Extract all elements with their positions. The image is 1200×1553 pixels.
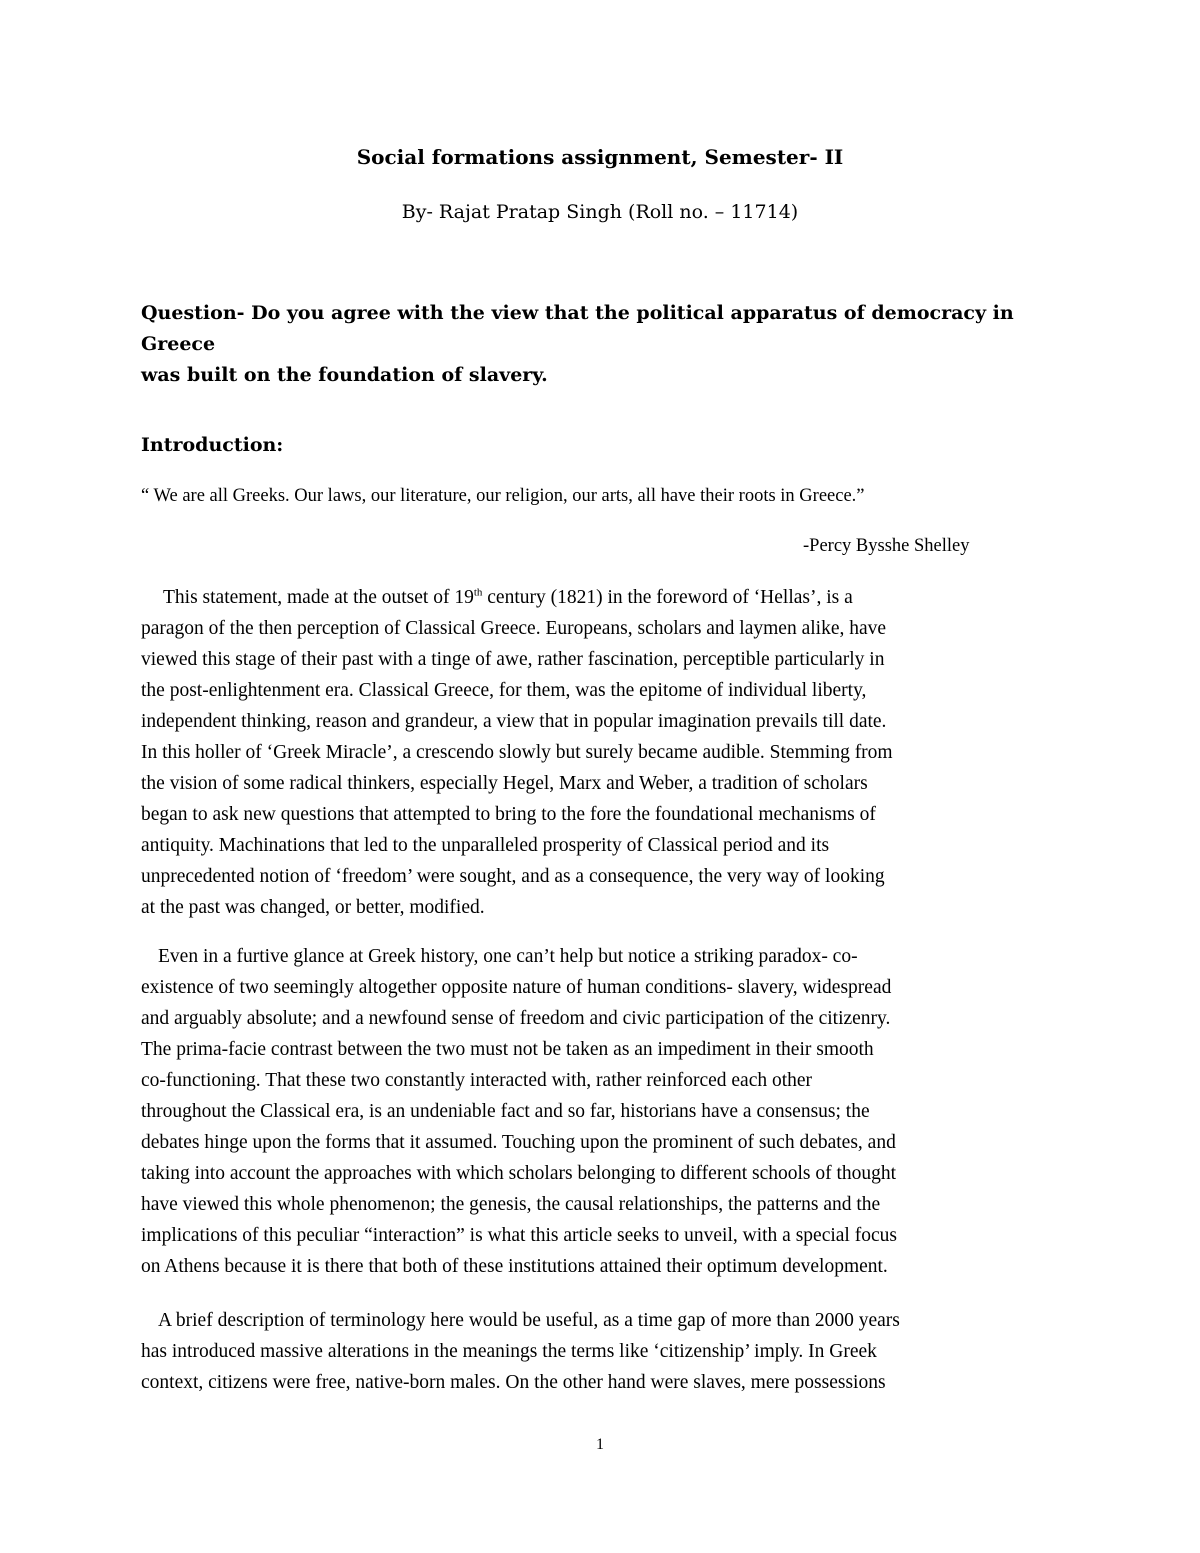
paragraph-text: This statement, made at the outset of 19 <box>163 587 474 608</box>
question-line: Question- Do you agree with the view that the political apparatus of democracy in Greece <box>141 302 1014 355</box>
paragraph-line: A brief description of terminology here would be useful, as a time gap of more than 2000 years <box>158 1310 900 1331</box>
paragraph-line: independent thinking, reason and grandeur, a view that in popular imagination prevails till date. <box>141 711 887 732</box>
paragraph-line: implications of this peculiar “interaction” is what this article seeks to unveil, with a special focus <box>141 1225 897 1246</box>
epigraph-attribution: -Percy Bysshe Shelley <box>803 536 970 556</box>
paragraph-line: debates hinge upon the forms that it assumed. Touching upon the prominent of such debates, and <box>141 1132 896 1153</box>
paragraph-line: viewed this stage of their past with a tinge of awe, rather fascination, perceptible particularly in <box>141 649 885 670</box>
paragraph-line: began to ask new questions that attempted to bring to the fore the foundational mechanisms of <box>141 804 876 825</box>
paragraph-line: unprecedented notion of ‘freedom’ were sought, and as a consequence, the very way of looking <box>141 866 885 887</box>
paragraph-line: paragon of the then perception of Classical Greece. Europeans, scholars and laymen alike, have <box>141 618 887 639</box>
paragraph-2 <box>141 941 1066 1282</box>
epigraph-quote: “ We are all Greeks. Our laws, our literature, our religion, our arts, all have their roots in Greece.” <box>141 486 865 506</box>
paragraph-text: century (1821) in the foreword of ‘Hellas’, is a <box>482 587 853 608</box>
paragraph-line: at the past was changed, or better, modified. <box>141 897 485 918</box>
author-byline: By- Rajat Pratap Singh (Roll no. – 11714) <box>401 201 799 223</box>
paragraph-1 <box>141 582 1066 923</box>
paragraph-line: have viewed this whole phenomenon; the genesis, the causal relationships, the patterns and the <box>141 1194 881 1215</box>
paragraph-line: the post-enlightenment era. Classical Greece, for them, was the epitome of individual liberty, <box>141 680 867 701</box>
paragraph-line: existence of two seemingly altogether opposite nature of human conditions- slavery, widespread <box>141 977 892 998</box>
paragraph-line: has introduced massive alterations in the meanings the terms like ‘citizenship’ imply. In Greek <box>141 1341 877 1362</box>
paragraph-line: throughout the Classical era, is an undeniable fact and so far, historians have a consensus; the <box>141 1101 870 1122</box>
paragraph-line: The prima-facie contrast between the two must not be taken as an impediment in their smooth <box>141 1039 874 1060</box>
page-number: 1 <box>596 1436 604 1453</box>
paragraph-line: the vision of some radical thinkers, especially Hegel, Marx and Weber, a tradition of scholars <box>141 773 868 794</box>
paragraph-line: and arguably absolute; and a newfound sense of freedom and civic participation of the citizenry. <box>141 1008 891 1029</box>
paragraph-line: on Athens because it is there that both of these institutions attained their optimum development. <box>141 1256 888 1277</box>
paragraph-line: In this holler of ‘Greek Miracle’, a crescendo slowly but surely became audible. Stemming from <box>141 742 893 763</box>
question-text <box>141 298 1071 391</box>
paragraph-line <box>141 582 1066 613</box>
document-title: Social formations assignment, Semester- II <box>356 145 844 169</box>
paragraph-line: taking into account the approaches with which scholars belonging to different schools of thought <box>141 1163 897 1184</box>
paragraph-line: co-functioning. That these two constantly interacted with, rather reinforced each other <box>141 1070 813 1091</box>
paragraph-line: Even in a furtive glance at Greek history, one can’t help but notice a striking paradox- co- <box>158 946 858 967</box>
paragraph-line: context, citizens were free, native-born males. On the other hand were slaves, mere possessions <box>141 1372 886 1393</box>
paragraph-3 <box>141 1305 1066 1398</box>
paragraph-line: antiquity. Machinations that led to the unparalleled prosperity of Classical period and its <box>141 835 830 856</box>
introduction-heading: Introduction: <box>141 434 284 456</box>
superscript: th <box>473 586 483 599</box>
question-line: was built on the foundation of slavery. <box>141 364 548 386</box>
